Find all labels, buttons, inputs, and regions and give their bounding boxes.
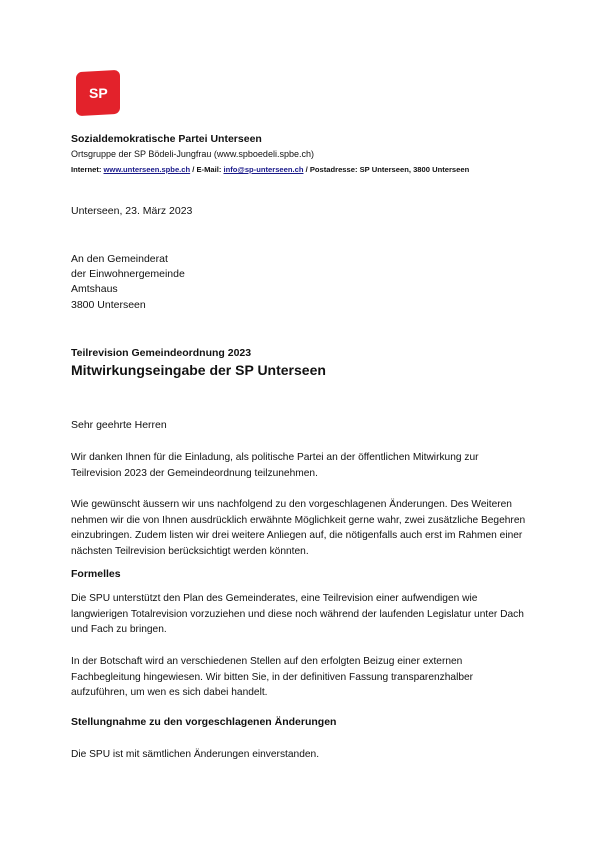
org-subtitle: Ortsgruppe der SP Bödeli-Jungfrau (www.spboedeli.spbe.ch) bbox=[71, 149, 314, 159]
section-heading-formelles: Formelles bbox=[71, 568, 121, 580]
paragraph: Wir danken Ihnen für die Einladung, als politische Partei an der öffentlichen Mitwirkung zur Teilrevision 2023 der Gemeindeordnung teilzunehmen. bbox=[71, 452, 479, 479]
subject-small: Teilrevision Gemeindeordnung 2023 bbox=[71, 347, 252, 359]
sp-logo bbox=[76, 70, 120, 116]
subject-title: Mitwirkungseingabe der SP Unterseen bbox=[71, 362, 326, 378]
recipient-line: Amtshaus bbox=[71, 283, 118, 295]
org-name: Sozialdemokratische Partei Unterseen bbox=[71, 133, 262, 145]
sp-logo-text: SP bbox=[88, 85, 108, 101]
postal-address: / Postadresse: SP Unterseen, 3800 Unterseen bbox=[303, 165, 470, 174]
paragraph: Wie gewünscht äussern wir uns nachfolgend zu den vorgeschlagenen Änderungen. Des Weiteren nehmen wir die von Ihnen ausdrücklich erwähnte Möglichkeit gerne wahr, zwei zusätzliche Begehren einzubringen. Zudem listen wir drei weitere Anliegen auf, die nötigenfalls auch erst im Rahmen einer nächsten Teilrevision berücksichtigt werden könnten. bbox=[71, 499, 526, 557]
website-link[interactable]: www.unterseen.spbe.ch bbox=[103, 165, 191, 174]
paragraph: Die SPU ist mit sämtlichen Änderungen einverstanden. bbox=[71, 749, 320, 760]
salutation: Sehr geehrte Herren bbox=[71, 419, 167, 431]
recipient-line: An den Gemeinderat bbox=[71, 253, 168, 265]
org-contact-line bbox=[71, 165, 469, 174]
internet-label: Internet: bbox=[71, 165, 104, 174]
recipient-line: 3800 Unterseen bbox=[71, 299, 146, 311]
letter-date: Unterseen, 23. März 2023 bbox=[71, 205, 193, 217]
section-heading-stellungnahme: Stellungnahme zu den vorgeschlagenen Änderungen bbox=[71, 716, 337, 728]
email-link[interactable]: info@sp-unterseen.ch bbox=[223, 165, 304, 174]
email-label: / E-Mail: bbox=[190, 165, 224, 174]
recipient-line: der Einwohnergemeinde bbox=[71, 268, 185, 280]
paragraph: Die SPU unterstützt den Plan des Gemeinderates, eine Teilrevision einer aufwendigen wie langwierigen Totalrevision vorzuziehen und diese noch während der laufenden Legislatur unter Dach und Fach zu bringen. bbox=[71, 593, 524, 636]
paragraph: In der Botschaft wird an verschiedenen Stellen auf den erfolgten Beizug einer externen Fachbegleitung hingewiesen. Wir bitten Sie, in der definitiven Fassung transparenzhalber aufzuführen, um wen es sich dabei handelt. bbox=[71, 656, 474, 699]
